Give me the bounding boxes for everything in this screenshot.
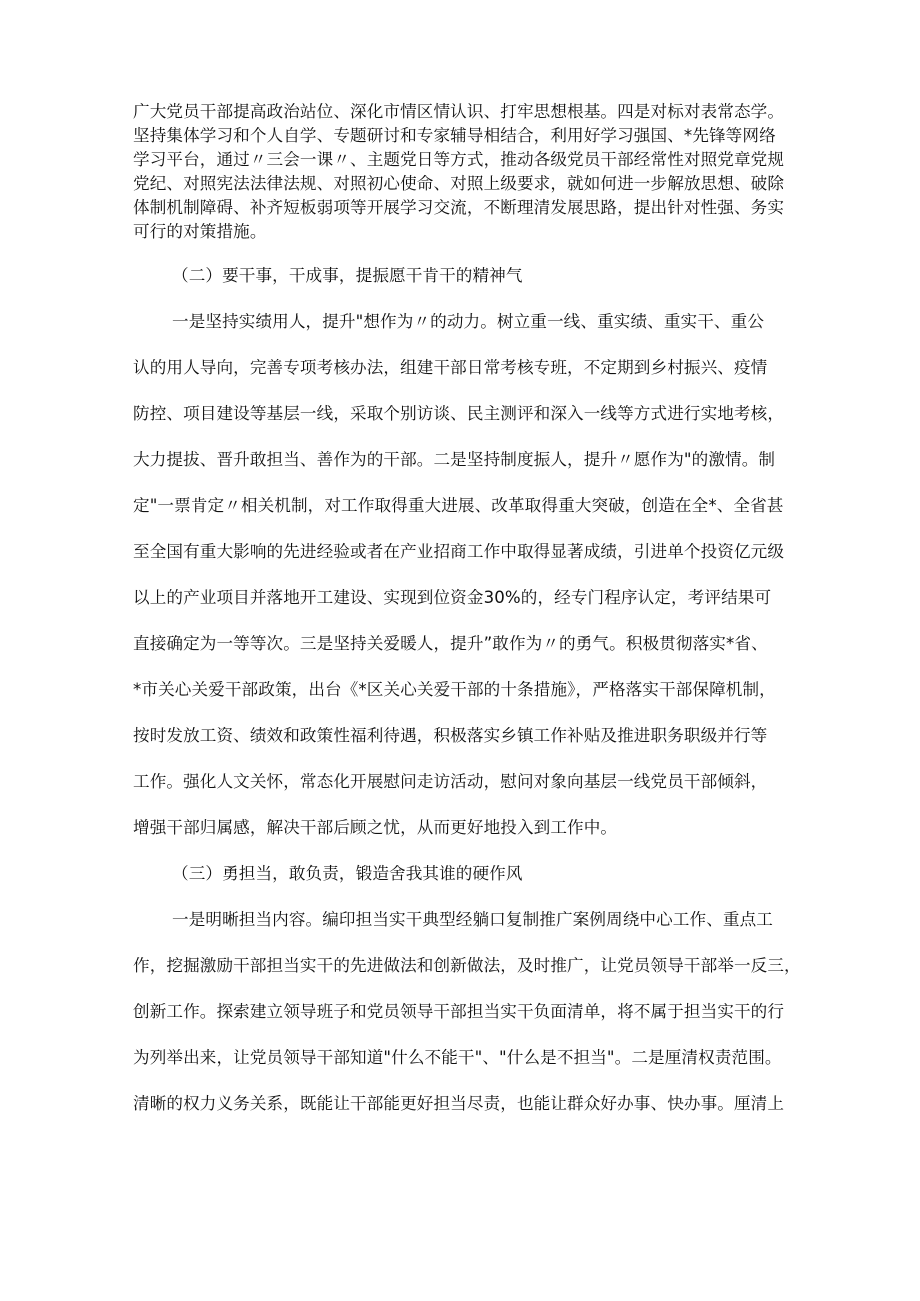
paragraph-3-line: 一是明晰担当内容。编印担当实干典型经躺口复制推广案例周绕中心工作、重点工	[172, 910, 773, 929]
paragraph-3-line: 为列举出来，让党员领导干部知道"什么不能干"、"什么是不担当"。二是厘清权责范围。	[133, 1048, 782, 1067]
paragraph-2-line: 工作。强化人文关怀，常态化开展慰问走访活动，慰问对象向基层一线党员干部倾斜，	[133, 772, 768, 791]
paragraph-3-line: 创新工作。探索建立领导班子和党员领导干部担当实干负面清单，将不属于担当实干的行	[133, 1002, 785, 1021]
paragraph-2-line: 一是坚持实绩用人，提升"想作为〃的动力。树立重一线、重实绩、重实干、重公	[172, 312, 765, 331]
paragraph-2-line: 按时发放工资、绩效和政策性福利待遇，积极落实乡镇工作补贴及推进职务职级并行等	[133, 726, 768, 745]
paragraph-2-line: 认的用人导向，完善专项考核办法，组建干部日常考核专班，不定期到乡村振兴、疫情	[133, 358, 768, 377]
paragraph-2-line: 防控、项目建设等基层一线，采取个别访谈、民主测评和深入一线等方式进行实地考核，	[133, 404, 785, 423]
paragraph-top-line: 体制机制障碍、补齐短板弱项等开展学习交流，不断理清发展思路，提出针对性强、务实	[133, 198, 785, 217]
paragraph-top-line: 广大党员干部提高政治站位、深化市情区情认识、打牢思想根基。四是对标对表常态学。	[133, 102, 785, 121]
paragraph-2-line: *市关心关爱干部政策，出台《*区关心关爱干部的十条措施》，严格落实干部保障机制，	[133, 680, 776, 699]
paragraph-2-line: 直接确定为一等等次。三是坚持关爱暖人，提升”敢作为〃的勇气。积极贯彻落实*省、	[133, 634, 768, 653]
section-heading-2: （二）要干事，干成事，提振愿干肯干的精神气	[172, 266, 523, 285]
paragraph-2-line: 大力提拔、晋升敢担当、善作为的干部。二是坚持制度振人，提升〃愿作为"的激情。制	[133, 450, 776, 469]
paragraph-top-line: 学习平台，通过〃三会一课〃、主题党日等方式，推动各级党员干部经常性对照党章党规	[133, 150, 785, 169]
paragraph-top-line: 党纪、对照宪法法律法规、对照初心使命、对照上级要求，就如何进一步解放思想、破除	[133, 174, 785, 193]
paragraph-top-line: 坚持集体学习和个人自学、专题研讨和专家辅导相结合，利用好学习强国、*先锋等网络	[133, 126, 776, 145]
paragraph-2-line: 至全国有重大影响的先进经验或者在产业招商工作中取得显著成绩，引进单个投资亿元级	[133, 542, 785, 561]
paragraph-3-line: 清晰的权力义务关系，既能让干部能更好担当尽责，也能让群众好办事、快办事。厘清上	[133, 1094, 785, 1113]
paragraph-2-line: 定"一票肯定〃相关机制，对工作取得重大进展、改革取得重大突破，创造在全*、全省甚	[133, 496, 784, 515]
section-heading-3: （三）勇担当，敢负责，锻造舍我其谁的硬作风	[172, 864, 523, 883]
paragraph-2-line: 以上的产业项目并落地开工建设、实现到位资金30%的，经专门程序认定，考评结果可	[133, 588, 772, 607]
paragraph-3-line: 作，挖掘激励干部担当实干的先进做法和创新做法，及时推广，让党员领导干部举一反三，	[133, 956, 801, 975]
paragraph-top-line: 可行的对策措施。	[133, 222, 267, 241]
paragraph-2-line: 增强干部归属感，解决干部后顾之忧，从而更好地投入到工作中。	[133, 818, 618, 837]
